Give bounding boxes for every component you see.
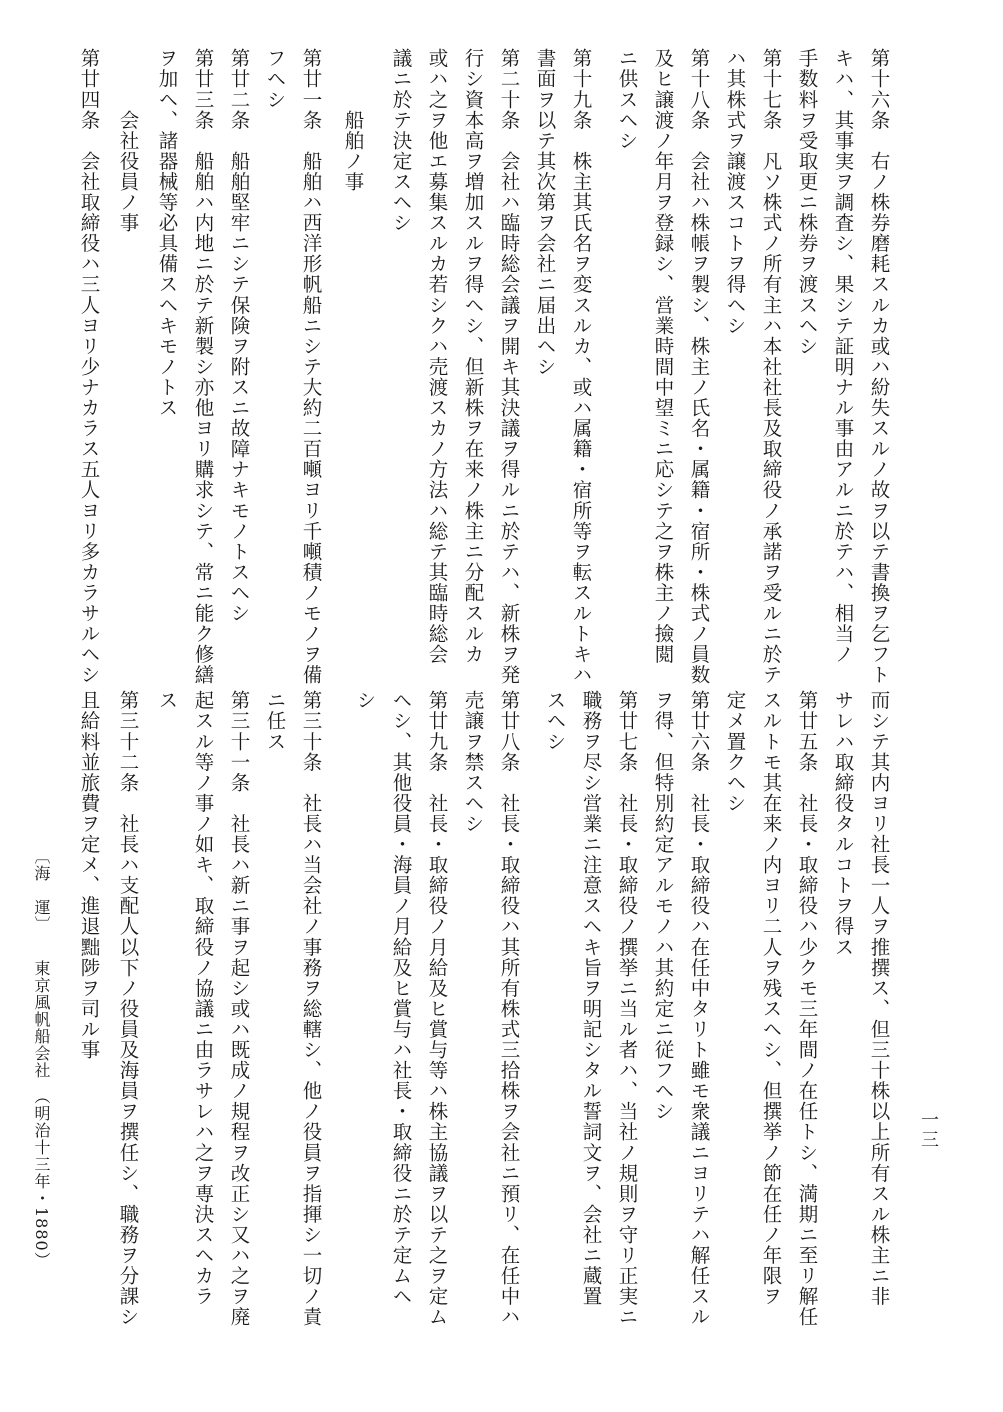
text-column: フヘシ bbox=[263, 48, 287, 110]
section-label: 〔海 運〕 bbox=[32, 848, 51, 933]
text-column: 第廿九条 社長・取締役ノ月給及ヒ賞与等ハ株主協議ヲ以テ之ヲ定ム bbox=[425, 690, 449, 1328]
text-column: 職務ヲ尽シ営業ニ注意スヘキ旨ヲ明記シタル誓詞文ヲ、会社ニ蔵置 bbox=[579, 690, 603, 1307]
text-column: シ bbox=[353, 690, 377, 711]
text-column: 売譲ヲ禁スヘシ bbox=[461, 690, 485, 834]
text-column: 第三十条 社長ハ当会社ノ事務ヲ総轄シ、他ノ役員ヲ指揮シ一切ノ責 bbox=[299, 690, 323, 1328]
text-column: 行シ資本高ヲ増加スルヲ得ヘシ、但新株ヲ在来ノ株主ニ分配スルカ bbox=[461, 48, 485, 665]
text-column: 第十六条 右ノ株券磨耗スルカ或ハ紛失スルノ故ヲ以テ書換ヲ乞フト bbox=[867, 48, 891, 686]
text-column: 第廿四条 会社取締役ハ三人ヨリ少ナカラス五人ヨリ多カラサルヘシ bbox=[77, 48, 101, 686]
running-title: 東京風帆船会社 （明治十三年・1880） bbox=[32, 960, 51, 1269]
text-column: 第廿八条 社長・取締役ハ其所有株式三拾株ヲ会社ニ預リ、在任中ハ bbox=[497, 690, 521, 1328]
text-column: ハ其株式ヲ譲渡スコトヲ得ヘシ bbox=[723, 48, 747, 336]
text-column: 或ハ之ヲ他エ募集スルカ若シクハ売渡スカノ方法ハ総テ其臨時総会 bbox=[425, 48, 449, 665]
text-column: 第廿一条 船舶ハ西洋形帆船ニシテ大約二百噸ヨリ千噸積ノモノヲ備 bbox=[299, 48, 323, 686]
text-column: 議ニ於テ決定スヘシ bbox=[389, 48, 413, 233]
text-column: 第十八条 会社ハ株帳ヲ製シ、株主ノ氏名・属籍・宿所・株式ノ員数 bbox=[687, 48, 711, 686]
text-column: 第廿二条 船舶堅牢ニシテ保険ヲ附スニ故障ナキモノトスヘシ bbox=[227, 48, 251, 624]
text-column: 第三十二条 社長ハ支配人以下ノ役員及海員ヲ撰任シ、職務ヲ分課シ bbox=[116, 690, 140, 1328]
text-column: 第廿五条 社長・取締役ハ少クモ三年間ノ在任トシ、満期ニ至リ解任 bbox=[795, 690, 819, 1328]
text-column: スヘシ bbox=[543, 690, 567, 752]
text-column: 第廿七条 社長・取締役ノ撰挙ニ当ル者ハ、当社ノ規則ヲ守リ正実ニ bbox=[615, 690, 639, 1328]
text-column: 手数料ヲ受取更ニ株券ヲ渡スヘシ bbox=[795, 48, 819, 357]
section-heading: 会社役員ノ事 bbox=[116, 48, 140, 233]
text-column: 書面ヲ以テ其次第ヲ会社ニ届出ヘシ bbox=[533, 48, 557, 377]
section-heading: 船舶ノ事 bbox=[341, 48, 365, 192]
text-column: ヘシ、其他役員・海員ノ月給及ヒ賞与ハ社長・取締役ニ於テ定ムヘ bbox=[389, 690, 413, 1307]
text-column: 第二十条 会社ハ臨時総会議ヲ開キ其決議ヲ得ルニ於テハ、新株ヲ発 bbox=[497, 48, 521, 686]
text-column: 第三十一条 社長ハ新ニ事ヲ起シ或ハ既成ノ規程ヲ改正シ又ハ之ヲ廃 bbox=[227, 690, 251, 1328]
text-column: 起スル等ノ事ノ如キ、取締役ノ協議ニ由ラサレハ之ヲ専決スヘカラ bbox=[191, 690, 215, 1307]
text-column: 第十九条 株主其氏名ヲ変スルカ、或ハ属籍・宿所等ヲ転スルトキハ bbox=[569, 48, 593, 686]
text-column: 第十七条 凡ソ株式ノ所有主ハ本社社長及取締役ノ承諾ヲ受ルニ於テ bbox=[759, 48, 783, 686]
text-column: キハ、其事実ヲ調査シ、果シテ証明ナル事由アルニ於テハ、相当ノ bbox=[831, 48, 855, 665]
text-column: ヲ加ヘ、諸器械等必具備スヘキモノトス bbox=[155, 48, 179, 418]
text-column: 及ヒ譲渡ノ年月ヲ登録シ、営業時間中望ミニ応シテ之ヲ株主ノ撿閲 bbox=[651, 48, 675, 665]
text-column: スルトモ其在来ノ内ヨリ二人ヲ残スヘシ、但撰挙ノ節在任ノ年限ヲ bbox=[759, 690, 783, 1307]
page-number: 一三 bbox=[918, 1110, 939, 1150]
text-column: 而シテ其内ヨリ社長一人ヲ推撰ス、但三十株以上所有スル株主ニ非 bbox=[867, 690, 891, 1307]
text-column: ヲ得、但特別約定アルモノハ其約定ニ従フヘシ bbox=[651, 690, 675, 1122]
text-column: 第廿六条 社長・取締役ハ在任中タリト雖モ衆議ニヨリテハ解任スル bbox=[687, 690, 711, 1328]
text-column: ス bbox=[155, 690, 179, 711]
text-column: ニ供スヘシ bbox=[615, 48, 639, 151]
text-column: 且給料並旅費ヲ定メ、進退黜陟ヲ司ル事 bbox=[77, 690, 101, 1060]
text-column: ニ任ス bbox=[263, 690, 287, 752]
text-column: 定メ置クヘシ bbox=[723, 690, 747, 814]
text-column: 第廿三条 船舶ハ内地ニ於テ新製シ亦他ヨリ購求シテ、常ニ能ク修繕 bbox=[191, 48, 215, 686]
text-column: サレハ取締役タルコトヲ得ス bbox=[831, 690, 855, 958]
